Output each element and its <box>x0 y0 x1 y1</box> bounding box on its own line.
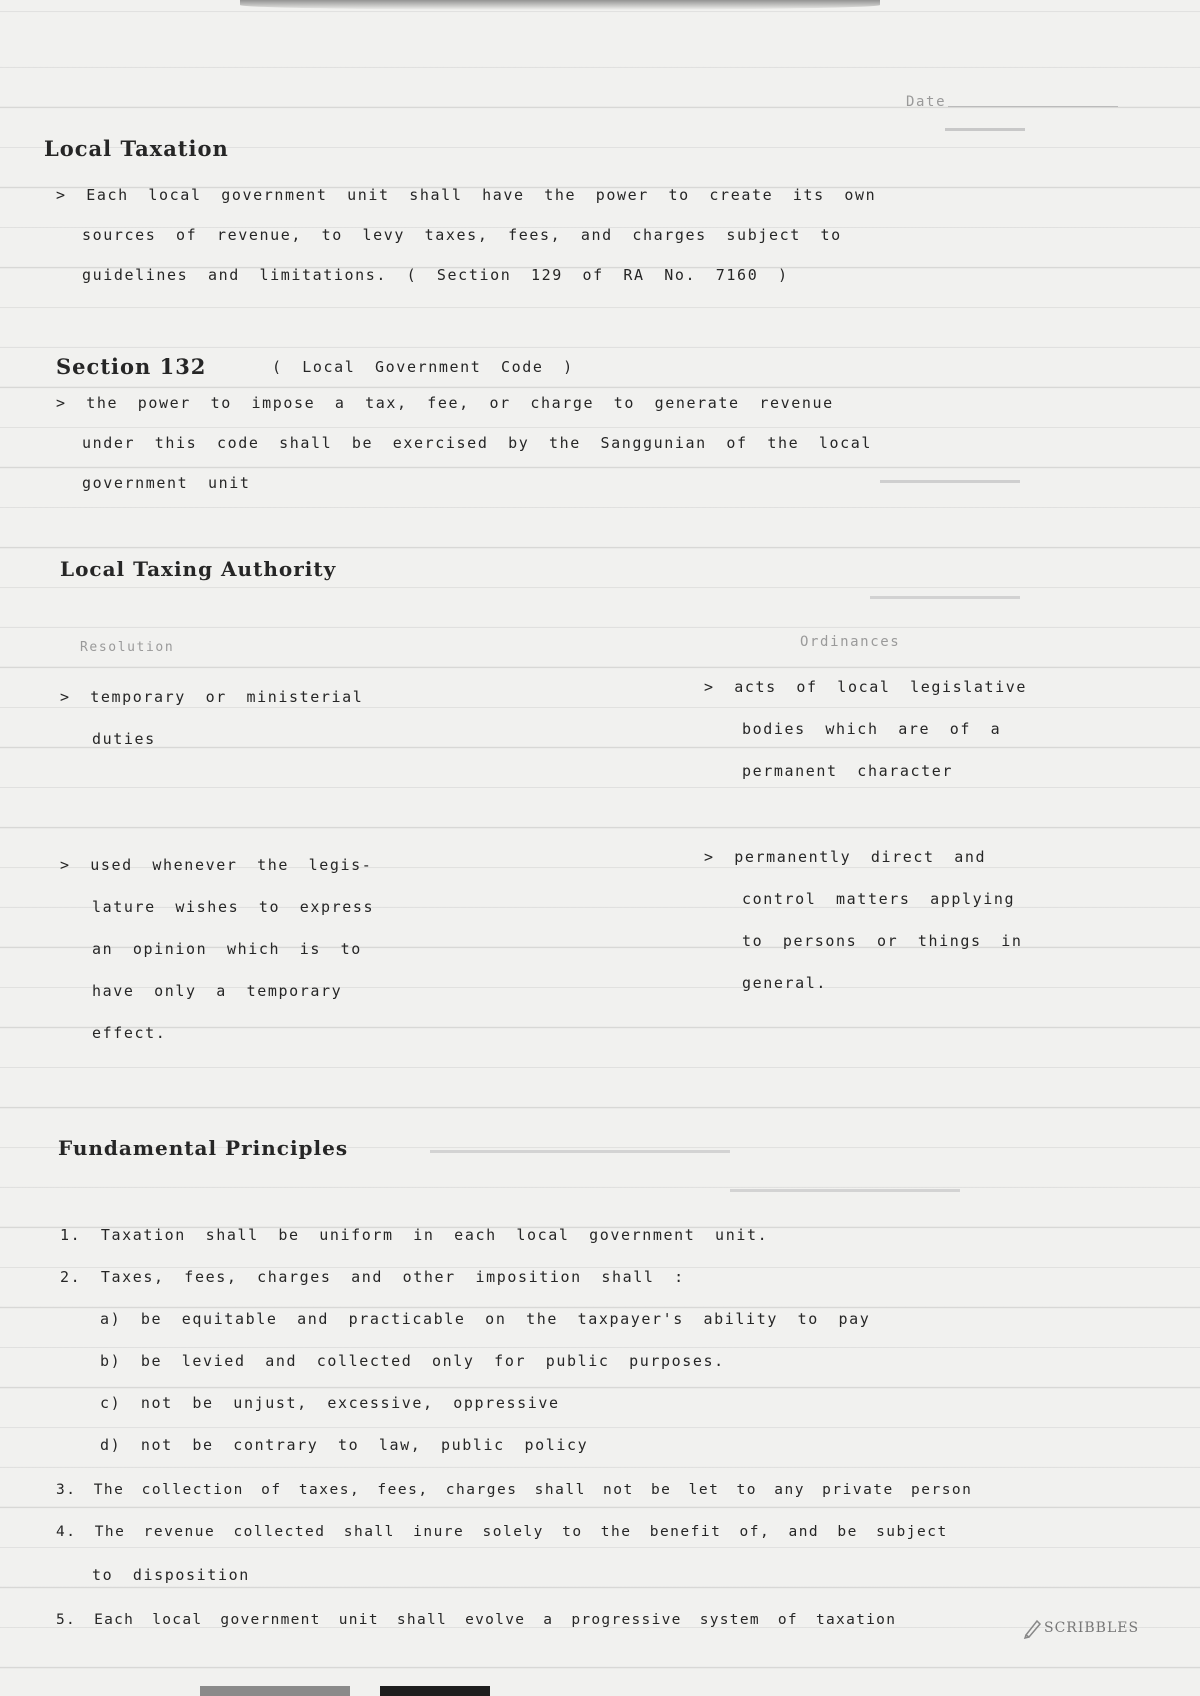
scribbles-logo <box>1022 1617 1139 1639</box>
scan-edge <box>380 1686 490 1696</box>
section-132-line-3: government unit <box>82 474 251 492</box>
local-taxation-line-2: sources of revenue, to levy taxes, fees, and charges subject to <box>82 226 842 244</box>
resolution-point-2-line-4: have only a temporary <box>92 982 343 1000</box>
ordinance-point-2-line-2: control matters applying <box>742 890 1016 908</box>
scan-shadow <box>240 0 880 10</box>
ghost-mark <box>880 480 1020 483</box>
ordinance-point-1-line-1: > acts of local legislative <box>704 678 1028 696</box>
principle-2c: c) not be unjust, excessive, oppressive <box>100 1394 560 1412</box>
ghost-mark <box>430 1150 730 1153</box>
section-132-line-2: under this code shall be exercised by the Sanggunian of the local <box>82 434 872 452</box>
ordinances-label: Ordinances <box>800 634 901 650</box>
principle-5: 5. Each local government unit shall evolve a progressive system of taxation <box>56 1612 897 1628</box>
section-132-subtitle: ( Local Government Code ) <box>272 358 574 376</box>
principle-2: 2. Taxes, fees, charges and other imposition shall : <box>60 1268 685 1286</box>
scan-edge <box>200 1686 350 1696</box>
ordinance-point-1-line-2: bodies which are of a <box>742 720 1002 738</box>
resolution-point-1-line-2: duties <box>92 730 156 748</box>
fundamental-principles-heading: Fundamental Principles <box>58 1136 349 1160</box>
ordinance-point-2-line-4: general. <box>742 974 828 992</box>
principle-1: 1. Taxation shall be uniform in each local government unit. <box>60 1226 769 1244</box>
principle-4-cont: to disposition <box>92 1566 250 1584</box>
ordinance-point-1-line-3: permanent character <box>742 762 953 780</box>
ordinance-point-2-line-3: to persons or things in <box>742 932 1023 950</box>
principle-2b: b) be levied and collected only for public purposes. <box>100 1352 725 1370</box>
resolution-label: Resolution <box>80 640 175 655</box>
local-taxation-heading: Local Taxation <box>44 136 229 161</box>
local-taxation-line-1: > Each local government unit shall have the power to create its own <box>56 186 877 204</box>
scribbles-logo-text: SCRIBBLES <box>1044 1620 1140 1636</box>
ghost-mark <box>730 1189 960 1192</box>
resolution-point-2-line-1: > used whenever the legis- <box>60 856 373 874</box>
resolution-point-2-line-3: an opinion which is to <box>92 940 362 958</box>
section-132-heading: Section 132 <box>56 354 207 379</box>
pencil-icon <box>1022 1617 1044 1639</box>
section-132-line-1: > the power to impose a tax, fee, or charge to generate revenue <box>56 394 834 412</box>
local-taxing-authority-heading: Local Taxing Authority <box>60 557 337 581</box>
ghost-mark <box>870 596 1020 599</box>
resolution-point-1-line-1: > temporary or ministerial <box>60 688 364 706</box>
ordinance-point-2-line-1: > permanently direct and <box>704 848 987 866</box>
ghost-mark <box>945 128 1025 131</box>
date-line <box>948 106 1118 107</box>
principle-3: 3. The collection of taxes, fees, charges shall not be let to any private person <box>56 1482 973 1498</box>
date-label: Date <box>906 94 947 110</box>
resolution-point-2-line-2: lature wishes to express <box>92 898 375 916</box>
principle-2d: d) not be contrary to law, public policy <box>100 1436 589 1454</box>
principle-2a: a) be equitable and practicable on the taxpayer's ability to pay <box>100 1310 871 1328</box>
principle-4: 4. The revenue collected shall inure solely to the benefit of, and be subject <box>56 1524 948 1540</box>
local-taxation-line-3: guidelines and limitations. ( Section 129 of RA No. 7160 ) <box>82 266 789 284</box>
resolution-point-2-line-5: effect. <box>92 1024 167 1042</box>
